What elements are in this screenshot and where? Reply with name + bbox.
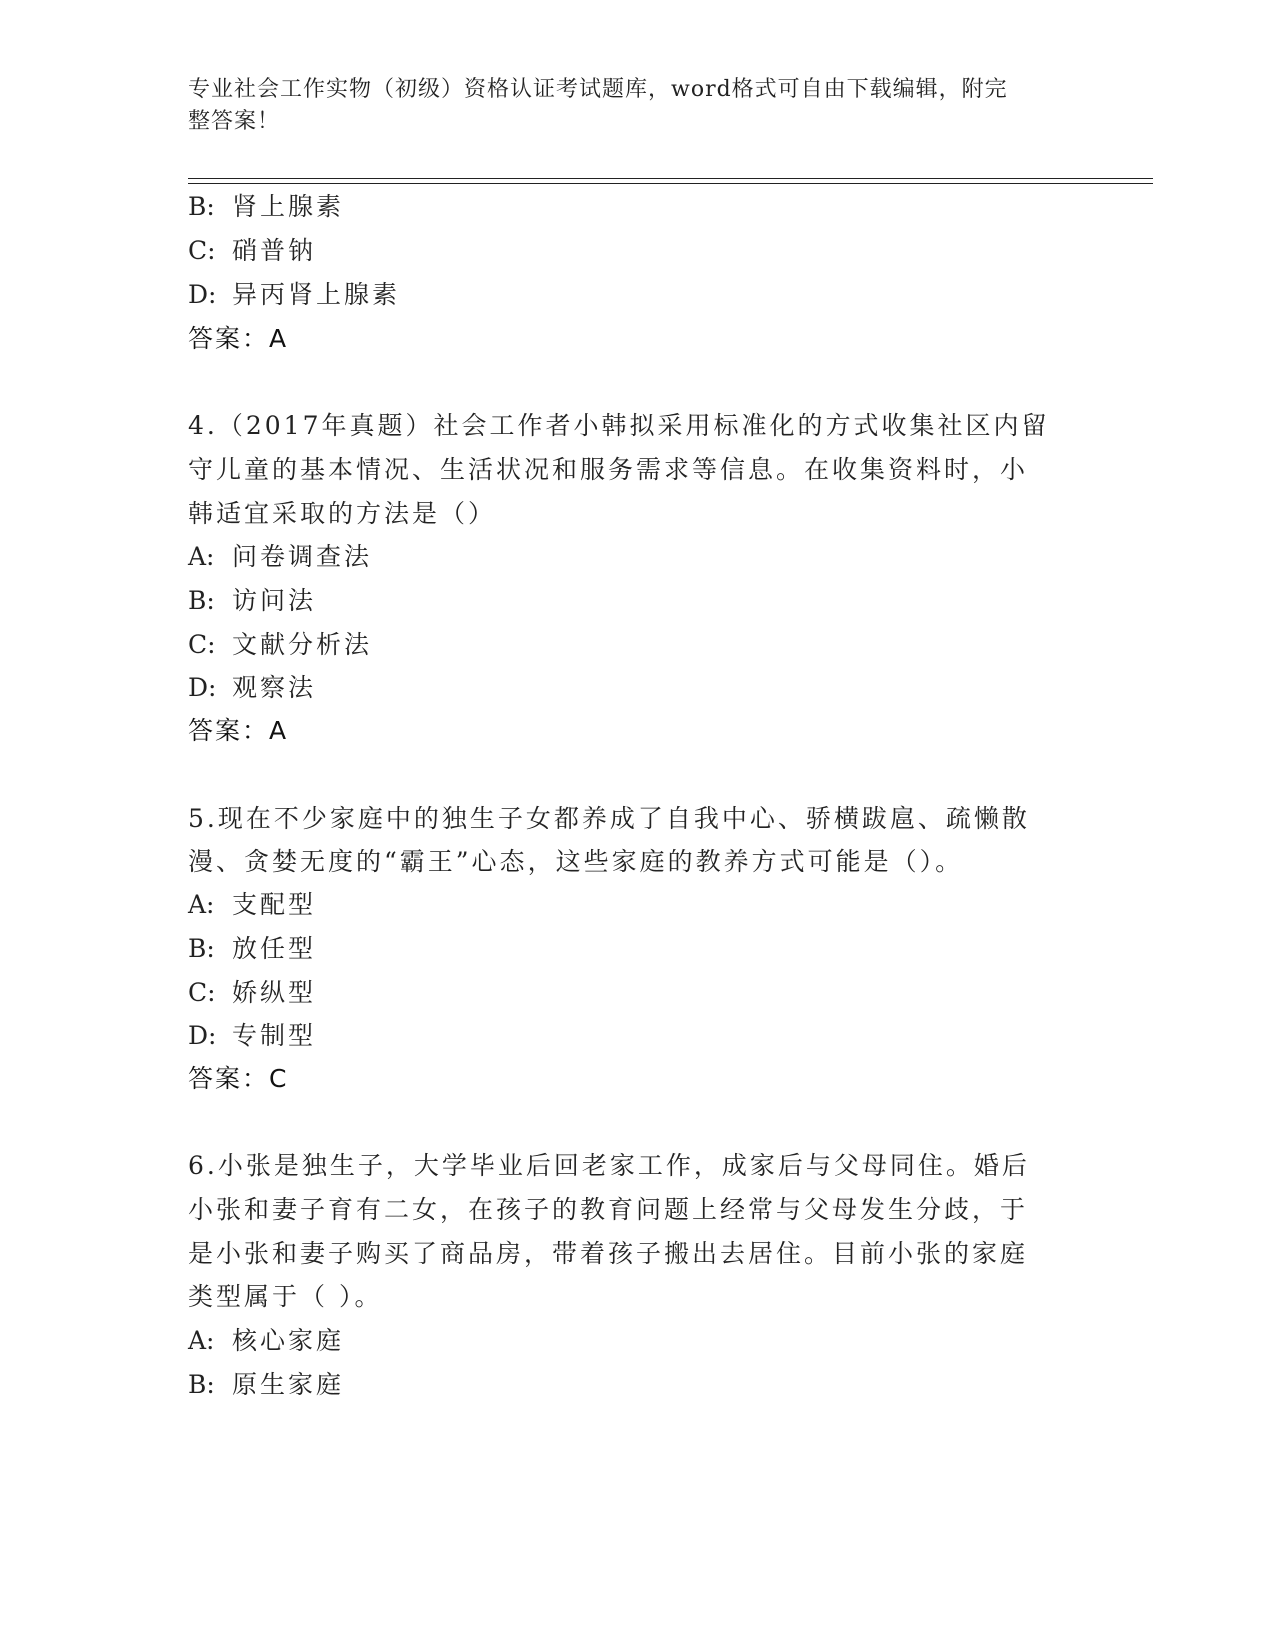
q5-option-d	[188, 1020, 316, 1052]
option-key: A:	[188, 890, 215, 919]
header-title-line-1: 专业社会工作实物（初级）资格认证考试题库，word格式可自由下载编辑，附完	[188, 77, 1008, 102]
option-text: 肾上腺素	[232, 192, 345, 221]
option-text: 原生家庭	[232, 1370, 345, 1399]
q3-option-b	[188, 191, 344, 223]
q3-answer: 答案：A	[188, 324, 289, 353]
q6-option-a	[188, 1325, 344, 1357]
q4-stem-line-2: 守儿童的基本情况、生活状况和服务需求等信息。在收集资料时，小	[188, 455, 1029, 484]
option-key: B:	[188, 934, 215, 963]
q3-option-d	[188, 279, 400, 311]
q5-answer: 答案：C	[188, 1064, 289, 1093]
option-key: A:	[188, 542, 215, 571]
option-text: 专制型	[232, 1021, 317, 1050]
q6-stem-line-3: 是小张和妻子购买了商品房，带着孩子搬出去居住。目前小张的家庭	[188, 1239, 1029, 1268]
option-key: A:	[188, 1326, 215, 1355]
q4-answer: 答案：A	[188, 716, 289, 745]
option-key: C:	[188, 236, 216, 265]
q4-option-a	[188, 541, 372, 573]
q4-option-d	[188, 672, 316, 704]
option-text: 观察法	[232, 673, 317, 702]
q5-option-a	[188, 889, 316, 921]
option-text: 硝普钠	[232, 236, 317, 265]
page-header	[188, 74, 1068, 138]
option-key: C:	[188, 630, 216, 659]
q5-option-c	[188, 977, 316, 1009]
header-title-line-2: 整答案！	[188, 109, 281, 134]
q4-option-c	[188, 629, 372, 661]
q6-stem-line-4: 类型属于（ ）。	[188, 1282, 383, 1311]
q4-stem-line-1: 4.（2017年真题）社会工作者小韩拟采用标准化的方式收集社区内留	[188, 411, 1050, 440]
option-text: 访问法	[232, 586, 317, 615]
q6-stem-line-1: 6.小张是独生子，大学毕业后回老家工作，成家后与父母同住。婚后	[188, 1151, 1030, 1180]
q6-option-b	[188, 1369, 344, 1401]
option-text: 问卷调查法	[232, 542, 373, 571]
option-key: B:	[188, 1370, 215, 1399]
q6-stem-line-2: 小张和妻子育有二女，在孩子的教育问题上经常与父母发生分歧，于	[188, 1195, 1029, 1224]
option-key: D:	[188, 673, 217, 702]
q5-option-b	[188, 933, 316, 965]
option-key: D:	[188, 280, 217, 309]
option-key: C:	[188, 978, 216, 1007]
option-text: 异丙肾上腺素	[232, 280, 401, 309]
option-text: 放任型	[232, 934, 317, 963]
option-key: D:	[188, 1021, 217, 1050]
q4-option-b	[188, 585, 316, 617]
option-text: 娇纵型	[232, 978, 317, 1007]
option-text: 文献分析法	[232, 630, 373, 659]
q3-option-c	[188, 235, 316, 267]
q5-stem-line-1: 5.现在不少家庭中的独生子女都养成了自我中心、骄横跋扈、疏懒散	[188, 804, 1030, 833]
option-text: 核心家庭	[232, 1326, 345, 1355]
q5-stem-line-2: 漫、贪婪无度的“霸王”心态，这些家庭的教养方式可能是（）。	[188, 847, 964, 876]
option-key: B:	[188, 586, 215, 615]
header-divider-top	[188, 178, 1153, 179]
option-text: 支配型	[232, 890, 317, 919]
q4-stem-line-3: 韩适宜采取的方法是（）	[188, 499, 497, 528]
option-key: B:	[188, 192, 215, 221]
header-divider-bottom	[188, 183, 1153, 184]
